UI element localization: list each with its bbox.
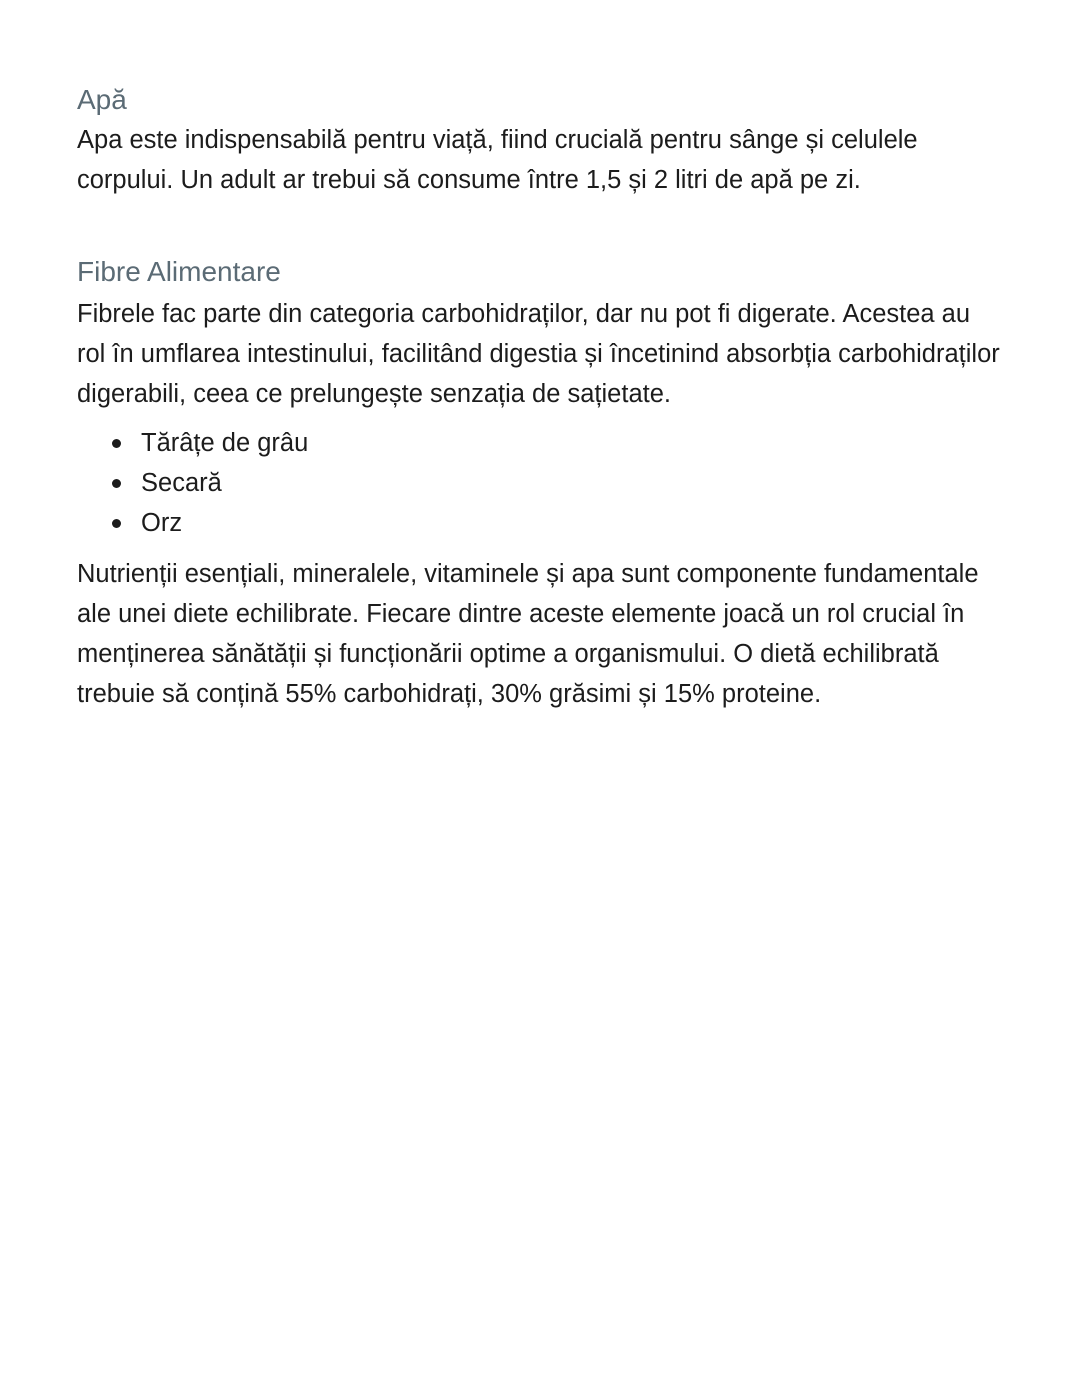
bullet-icon: [112, 439, 121, 448]
fibre-sources-list: [77, 423, 1002, 543]
list-item-label: Tărâțe de grâu: [141, 429, 309, 457]
bullet-icon: [112, 479, 121, 488]
section-paragraph-apa: Apa este indispensabilă pentru viață, fiind crucială pentru sânge și celulele corpului. Un adult ar trebui să consume între 1,5 și 2 litri de apă pe zi.: [77, 126, 918, 194]
list-item-label: Secară: [141, 469, 222, 497]
summary-paragraph: Nutrienții esențiali, mineralele, vitaminele și apa sunt componente fundamentale ale unei diete echilibrate. Fiecare dintre aceste elemente joacă un rol crucial în menținerea sănătății și funcționării optime a organismului. O dietă echilibrată trebuie să conțină 55% carbohidrați, 30% grăsimi și 15% proteine.: [77, 560, 979, 708]
section-paragraph-fibre: Fibrele fac parte din categoria carbohidraților, dar nu pot fi digerate. Acestea au rol în umflarea intestinului, facilitând digestia și încetinind absorbția carbohidraților digerabili, ceea ce prelungește senzația de sațietate.: [77, 300, 1000, 408]
list-item: [110, 463, 1002, 503]
section-heading-fibre: Fibre Alimentare: [77, 256, 281, 287]
bullet-icon: [112, 519, 121, 528]
list-item: [110, 503, 1002, 543]
list-item-label: Orz: [141, 509, 183, 537]
document-page: [77, 80, 1002, 714]
list-item: [110, 423, 1002, 463]
section-heading-apa: Apă: [77, 84, 127, 115]
